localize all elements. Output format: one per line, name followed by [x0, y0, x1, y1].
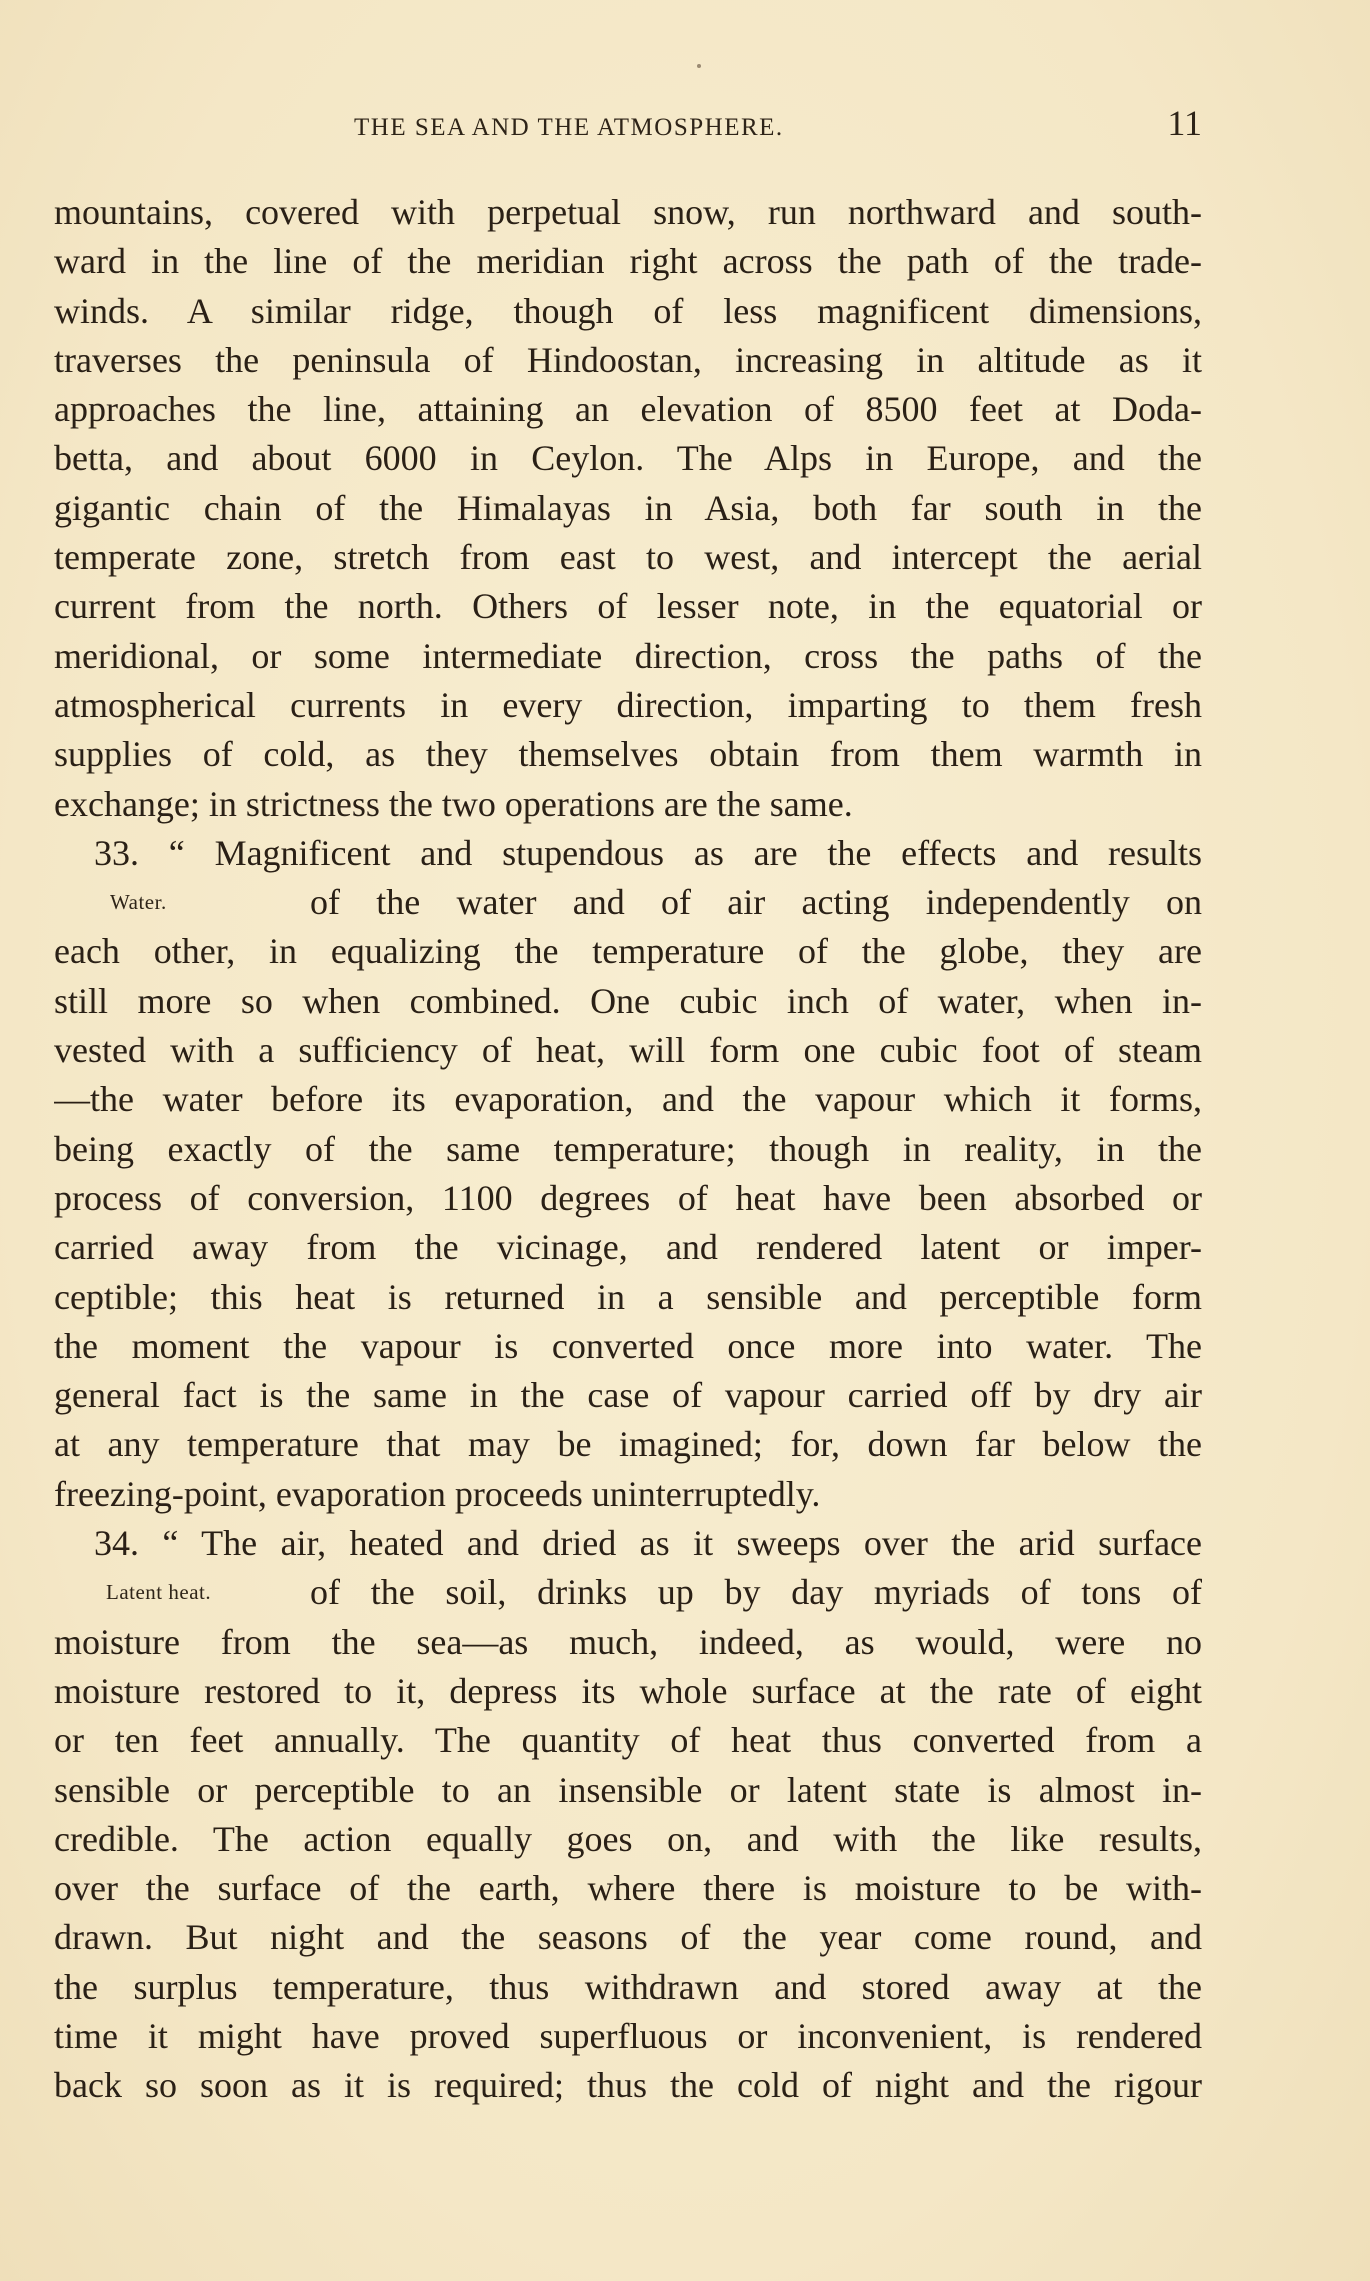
text-line: moisture restored to it, depress its whole surface at the rate of eight	[54, 1670, 1202, 1711]
text-line: of the water and of air acting independently on	[310, 882, 1202, 923]
sidenote-latent-heat: Latent heat.	[106, 1580, 212, 1605]
text-line: sensible or perceptible to an insensible or latent state is almost in-	[54, 1769, 1202, 1810]
text-line: winds. A similar ridge, though of less magnificent dimensions,	[54, 290, 1202, 331]
paragraph-33-start: 33. “ Magnificent and stupendous as are the effects and results	[94, 832, 1202, 873]
text-line: mountains, covered with perpetual snow, run northward and south-	[54, 192, 1202, 232]
text-line: traverses the peninsula of Hindoostan, increasing in altitude as it	[54, 339, 1202, 380]
text-line: general fact is the same in the case of vapour carried off by dry air	[54, 1375, 1202, 1416]
text-line: —the water before its evaporation, and the vapour which it forms,	[54, 1079, 1202, 1120]
text-line: current from the north. Others of lesser note, in the equatorial or	[54, 586, 1202, 627]
text-line: vested with a sufficiency of heat, will form one cubic foot of steam	[54, 1030, 1202, 1071]
text-line: freezing-point, evaporation proceeds uninterruptedly.	[54, 1473, 821, 1514]
text-line: or ten feet annually. The quantity of heat thus converted from a	[54, 1720, 1202, 1761]
text-line: moisture from the sea—as much, indeed, as would, were no	[54, 1621, 1202, 1662]
text-line: temperate zone, stretch from east to west, and intercept the aerial	[54, 537, 1202, 578]
text-line: each other, in equalizing the temperature of the globe, they are	[54, 931, 1202, 972]
text-line: supplies of cold, as they themselves obtain from them warmth in	[54, 734, 1202, 775]
sidenote-water: Water.	[110, 890, 167, 915]
text-line-with-sidenote	[54, 878, 1202, 927]
running-header	[54, 103, 1202, 148]
text-line: approaches the line, attaining an elevation of 8500 feet at Doda-	[54, 389, 1202, 430]
text-line: back so soon as it is required; thus the cold of night and the rigour	[54, 2065, 1202, 2106]
text-line: the surplus temperature, thus withdrawn and stored away at the	[54, 1966, 1202, 2007]
text-line: ward in the line of the meridian right across the path of the trade-	[54, 241, 1202, 282]
text-line-with-sidenote	[54, 1568, 1202, 1617]
text-line: of the soil, drinks up by day myriads of tons of	[310, 1572, 1202, 1613]
paragraph-34-start: 34. “ The air, heated and dried as it sweeps over the arid surface	[94, 1523, 1202, 1564]
text-line: the moment the vapour is converted once more into water. The	[54, 1325, 1202, 1366]
text-line: ceptible; this heat is returned in a sensible and perceptible form	[54, 1276, 1202, 1317]
text-line: over the surface of the earth, where there is moisture to be with-	[54, 1868, 1202, 1909]
page-number: 11	[1167, 103, 1202, 143]
paper-speck	[697, 64, 701, 68]
body-text	[54, 188, 1202, 2111]
text-line: drawn. But night and the seasons of the year come round, and	[54, 1917, 1202, 1958]
text-line: exchange; in strictness the two operations are the same.	[54, 783, 853, 824]
text-line: meridional, or some intermediate direction, cross the paths of the	[54, 635, 1202, 676]
text-line: at any temperature that may be imagined; for, down far below the	[54, 1424, 1202, 1465]
text-line: atmospherical currents in every direction, imparting to them fresh	[54, 684, 1202, 725]
text-line: still more so when combined. One cubic inch of water, when in-	[54, 980, 1202, 1021]
text-line: gigantic chain of the Himalayas in Asia, both far south in the	[54, 487, 1202, 528]
text-line: being exactly of the same temperature; though in reality, in the	[54, 1128, 1202, 1169]
text-line: betta, and about 6000 in Ceylon. The Alps in Europe, and the	[54, 438, 1202, 479]
text-line: time it might have proved superfluous or inconvenient, is rendered	[54, 2015, 1202, 2056]
text-line: process of conversion, 1100 degrees of heat have been absorbed or	[54, 1177, 1202, 1218]
text-line: carried away from the vicinage, and rendered latent or imper-	[54, 1227, 1202, 1268]
running-title: THE SEA AND THE ATMOSPHERE.	[354, 114, 784, 141]
text-line: credible. The action equally goes on, and with the like results,	[54, 1818, 1202, 1859]
